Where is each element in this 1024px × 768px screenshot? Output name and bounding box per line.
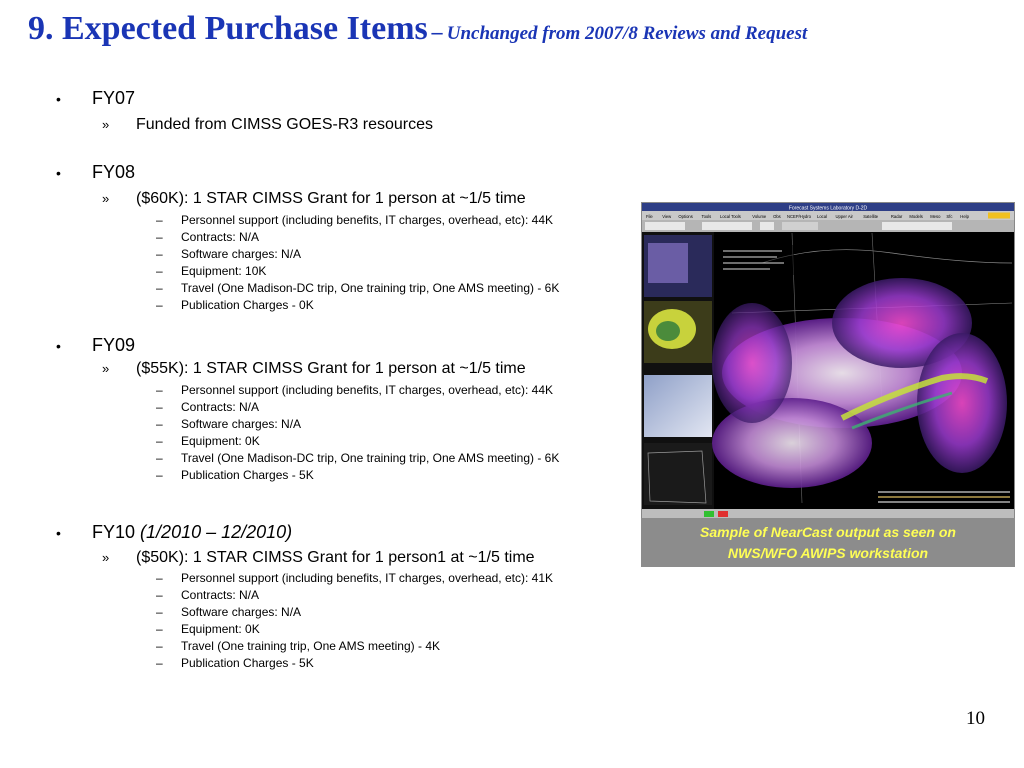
detail-line	[156, 468, 314, 482]
bullet-level3: –	[156, 264, 163, 278]
bullet-level3: –	[156, 451, 163, 465]
bullet-level1: •	[56, 165, 61, 181]
menu-item: Satellite	[863, 214, 879, 219]
detail-line	[156, 298, 314, 312]
menu-item: Models	[909, 214, 923, 219]
bullet-level3: –	[156, 417, 163, 431]
bullet-level3: –	[156, 639, 163, 653]
bullet-level2: »	[102, 191, 110, 206]
map-legend	[720, 245, 794, 275]
detail-line	[156, 281, 559, 295]
bullet-level3: –	[156, 383, 163, 397]
detail-text: Travel (One Madison-DC trip, One training trip, One AMS meeting) - 6K	[181, 281, 560, 295]
section-item	[102, 549, 535, 567]
item-text: ($60K): 1 STAR CIMSS Grant for 1 person at ~1/5 time	[136, 190, 526, 207]
menu-item: Volume	[752, 214, 767, 219]
detail-text: Personnel support (including benefits, IT charges, overhead, etc): 44K	[181, 383, 553, 397]
section-fy07	[56, 88, 135, 109]
bullet-level3: –	[156, 588, 163, 602]
detail-line	[156, 264, 266, 278]
slide-title	[28, 10, 807, 48]
detail-text: Personnel support (including benefits, IT charges, overhead, etc): 41K	[181, 571, 553, 585]
toolbar-controls	[782, 222, 818, 230]
title-subtitle: Unchanged from 2007/8 Reviews and Request	[446, 23, 808, 44]
page-number: 10	[966, 708, 985, 729]
detail-line	[156, 639, 440, 653]
section-fy09	[56, 335, 135, 356]
menu-item: View	[662, 214, 672, 219]
bullet-level3: –	[156, 656, 163, 670]
toolbar-field	[645, 222, 685, 230]
bullet-level1: •	[56, 91, 61, 107]
bullet-level3: –	[156, 571, 163, 585]
product-legend	[874, 488, 1014, 509]
detail-line	[156, 571, 553, 585]
detail-text: Software charges: N/A	[181, 247, 302, 261]
item-text: ($50K): 1 STAR CIMSS Grant for 1 person1 at ~1/5 time	[136, 549, 535, 566]
bullet-level1: •	[56, 525, 61, 541]
side-panel-2-center	[656, 321, 680, 341]
awips-screenshot	[641, 202, 1015, 520]
bullet-level3: –	[156, 622, 163, 636]
detail-line	[156, 247, 301, 261]
bullet-level2: »	[102, 361, 110, 376]
menu-item: Sfc	[946, 214, 953, 219]
section-fy10	[56, 522, 292, 543]
detail-text: Publication Charges - 5K	[181, 468, 314, 482]
detail-line	[156, 230, 259, 244]
title-dash: –	[431, 19, 443, 44]
section-year: FY10	[92, 522, 136, 542]
section-item	[102, 190, 526, 208]
menu-bar	[642, 211, 1014, 220]
menu-item: Upper Air	[835, 214, 853, 219]
toolbar-field	[882, 222, 952, 230]
bullet-level3: –	[156, 298, 163, 312]
menu-item: Options	[678, 214, 693, 219]
detail-line	[156, 622, 260, 636]
bullet-level3: –	[156, 400, 163, 414]
toolbar	[642, 220, 1014, 232]
toolbar-button	[760, 222, 774, 230]
detail-text: Software charges: N/A	[181, 417, 302, 431]
detail-line	[156, 434, 260, 448]
detail-line	[156, 588, 259, 602]
bullet-level3: –	[156, 230, 163, 244]
bullet-level3: –	[156, 605, 163, 619]
detail-line	[156, 400, 259, 414]
bullet-level3: –	[156, 468, 163, 482]
detail-text: Equipment: 0K	[181, 622, 260, 636]
side-panel-3	[644, 375, 712, 437]
side-panel-1-image	[648, 243, 688, 283]
menu-item: Meso	[930, 214, 941, 219]
detail-text: Software charges: N/A	[181, 605, 302, 619]
detail-line	[156, 605, 301, 619]
detail-text: Personnel support (including benefits, IT charges, overhead, etc): 44K	[181, 213, 553, 227]
bullet-level1: •	[56, 338, 61, 354]
detail-line	[156, 451, 559, 465]
section-fy08	[56, 162, 135, 183]
precip-water-area	[712, 303, 792, 423]
menu-item: Local Tools	[720, 214, 741, 219]
detail-line	[156, 213, 553, 227]
menu-item: Radar	[890, 214, 903, 219]
section-year: FY09	[92, 335, 136, 355]
menu-item: Tools	[701, 214, 712, 219]
detail-line	[156, 383, 553, 397]
detail-text: Contracts: N/A	[181, 400, 260, 414]
status-indicator-red	[718, 511, 728, 517]
bullet-level2: »	[102, 117, 110, 132]
title-main: 9. Expected Purchase Items	[28, 10, 428, 47]
section-period: (1/2010 – 12/2010)	[140, 522, 293, 542]
menu-item: Obs	[773, 214, 781, 219]
detail-text: Equipment: 10K	[181, 264, 267, 278]
section-item	[102, 116, 433, 134]
detail-text: Equipment: 0K	[181, 434, 260, 448]
figure-caption-line1: Sample of NearCast output as seen on	[700, 524, 956, 540]
section-item	[102, 360, 526, 378]
figure-caption-line2: NWS/WFO AWIPS workstation	[727, 545, 929, 561]
bullet-level3: –	[156, 247, 163, 261]
menu-item: NCEP/Hydro	[787, 214, 811, 219]
detail-text: Contracts: N/A	[181, 230, 260, 244]
item-text: ($55K): 1 STAR CIMSS Grant for 1 person at ~1/5 time	[136, 360, 526, 377]
item-text: Funded from CIMSS GOES-R3 resources	[136, 116, 433, 133]
menu-item: Local	[817, 214, 828, 219]
bullet-level3: –	[156, 213, 163, 227]
detail-line	[156, 656, 314, 670]
section-year: FY08	[92, 162, 136, 182]
bullet-level2: »	[102, 550, 110, 565]
bullet-level3: –	[156, 281, 163, 295]
detail-line	[156, 417, 301, 431]
awips-screenshot-graphic	[642, 203, 1014, 519]
detail-text: Travel (One Madison-DC trip, One training trip, One AMS meeting) - 6K	[181, 451, 560, 465]
detail-text: Publication Charges - 5K	[181, 656, 314, 670]
detail-text: Travel (One training trip, One AMS meeting) - 4K	[181, 639, 440, 653]
detail-text: Publication Charges - 0K	[181, 298, 314, 312]
detail-text: Contracts: N/A	[181, 588, 260, 602]
status-indicator-green	[704, 511, 714, 517]
menu-item: File	[646, 214, 653, 219]
toolbar-field	[702, 222, 752, 230]
precip-water-area	[917, 333, 1007, 473]
menu-item: Help	[960, 214, 969, 219]
bullet-level3: –	[156, 434, 163, 448]
menu-bar-warning-button	[988, 213, 1010, 219]
window-title-text: Forecast Systems Laboratory D-2D	[788, 205, 868, 212]
section-year: FY07	[92, 88, 136, 108]
